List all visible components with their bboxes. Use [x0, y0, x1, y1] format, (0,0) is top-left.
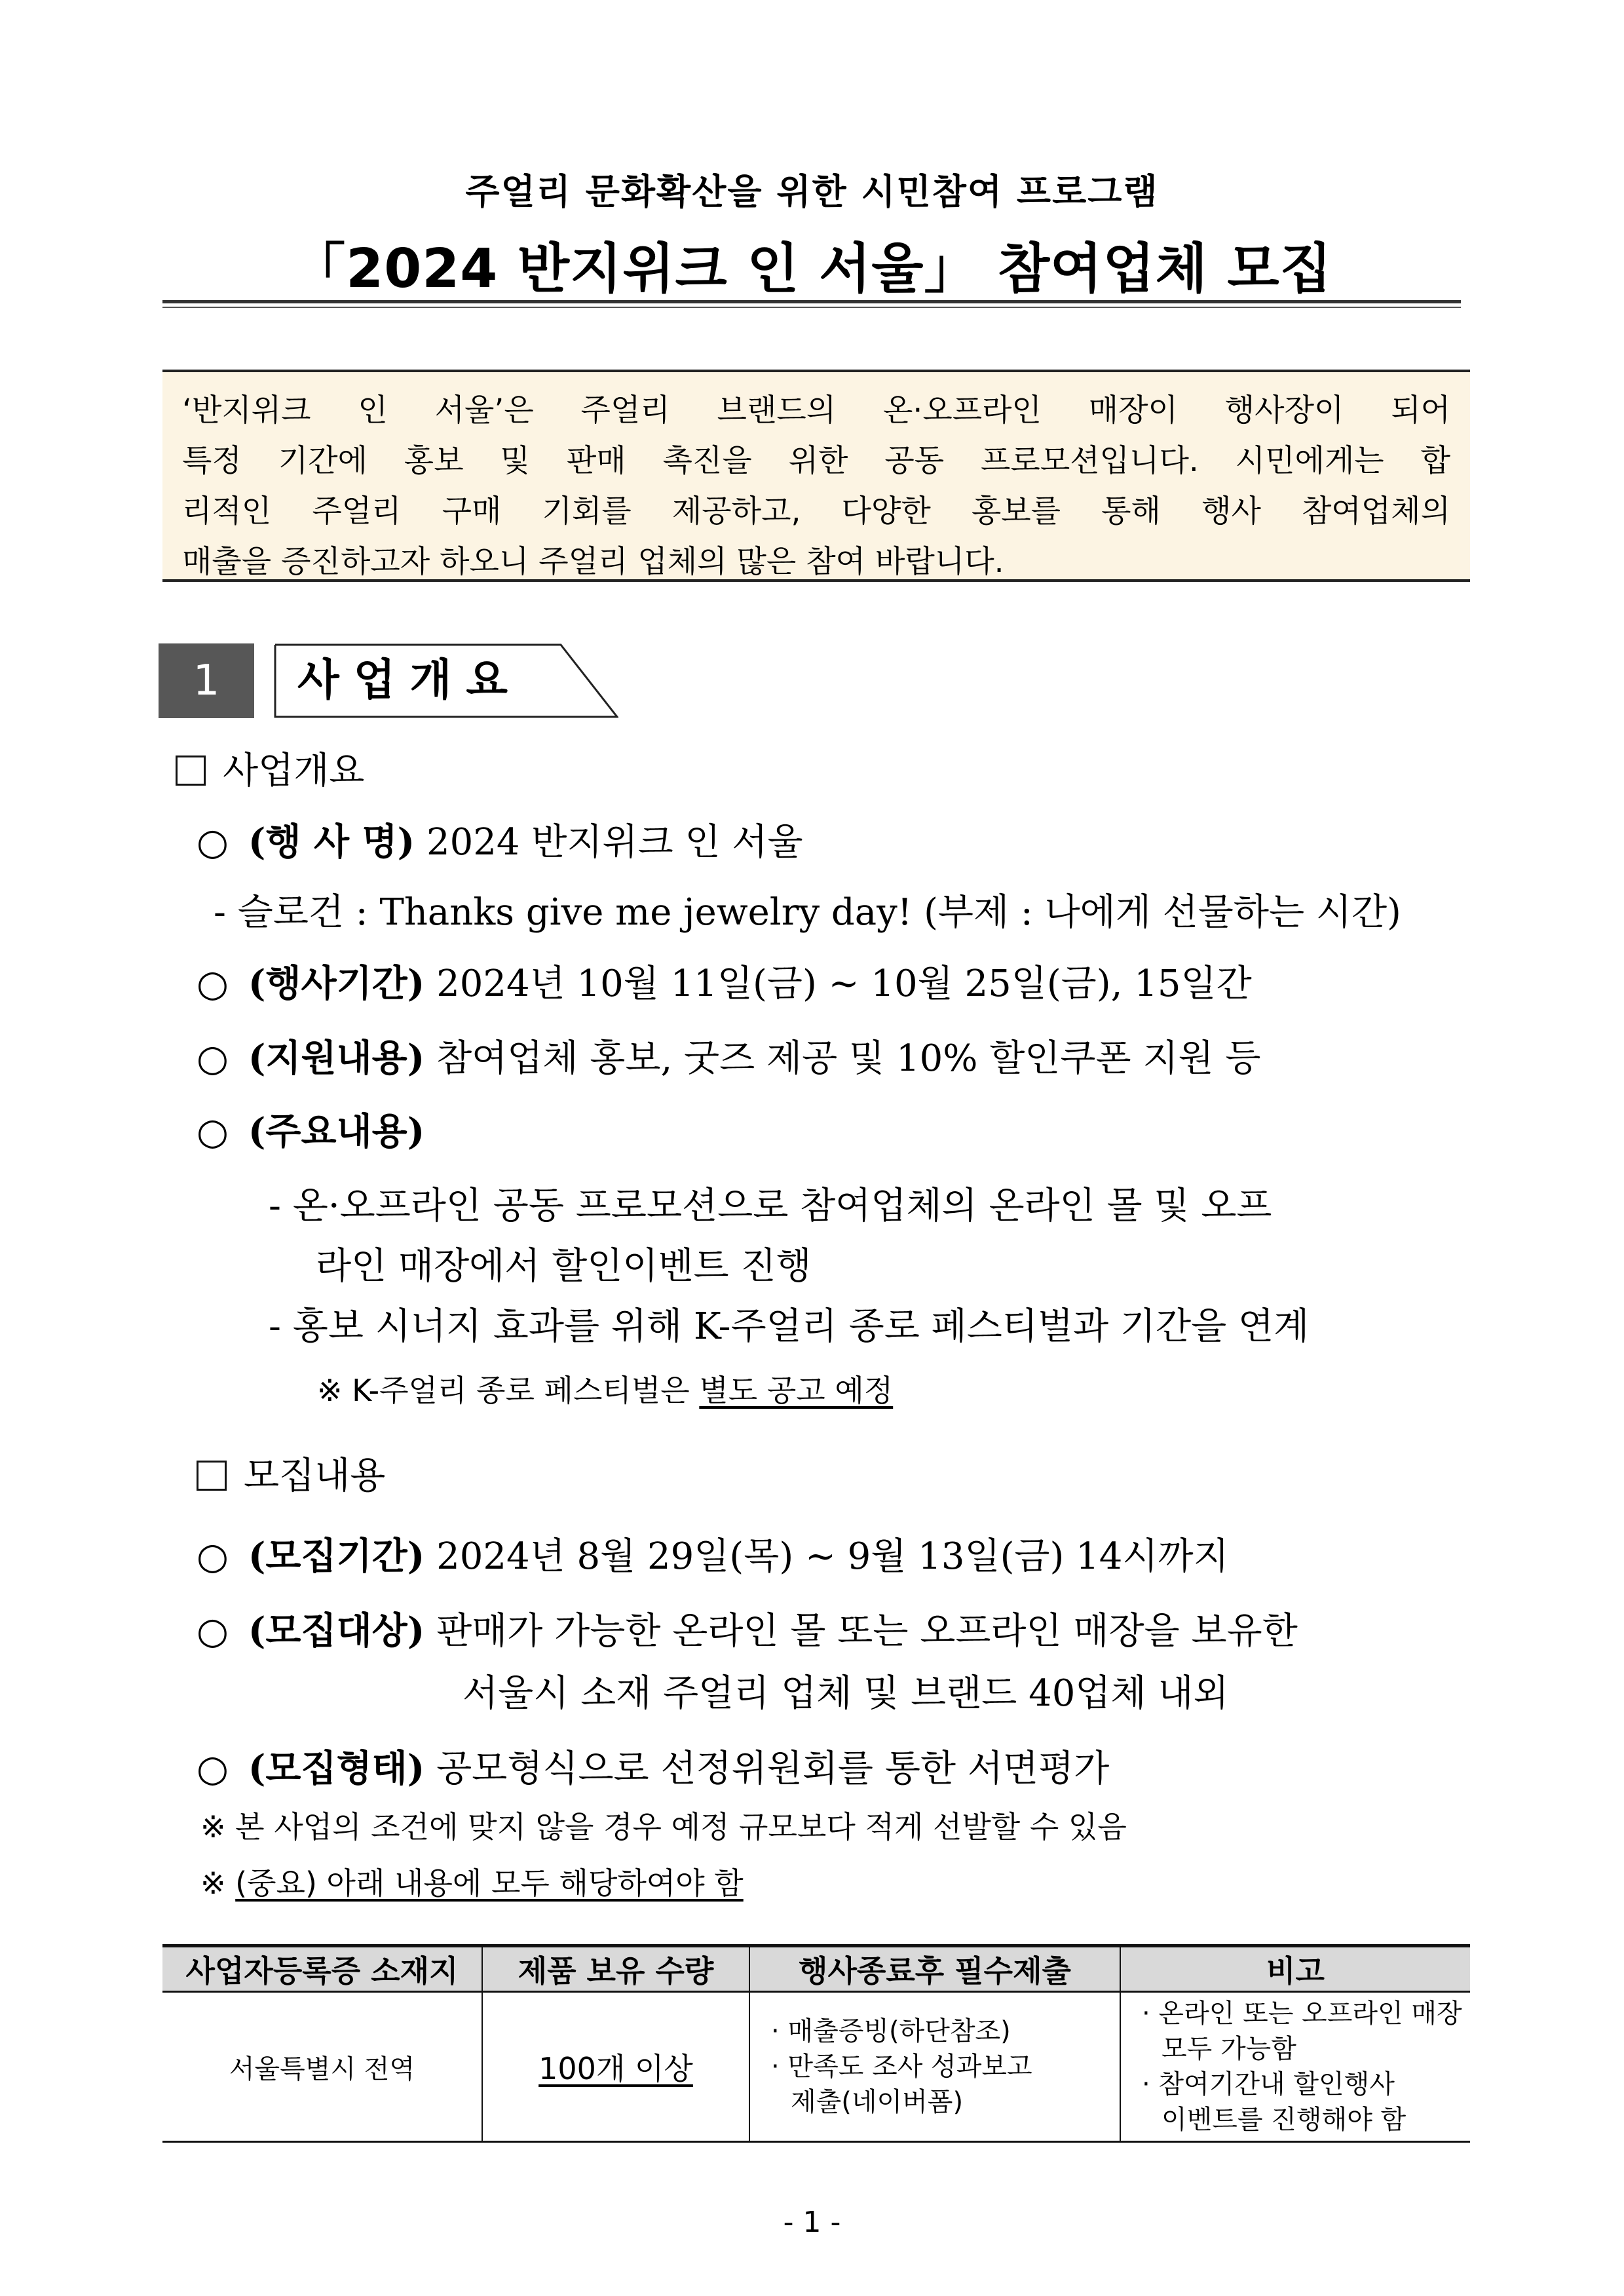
main-content-label: (주요내용): [248, 1110, 425, 1153]
festival-note-text: ※ K-주얼리 종로 페스티벌은: [317, 1373, 700, 1408]
event-name-item: [197, 819, 803, 866]
table-header-row: [162, 1946, 1470, 1992]
section-heading: [274, 643, 618, 718]
title-divider-thin: [162, 307, 1461, 308]
overview-heading: [176, 748, 364, 794]
event-name-label: (행 사 명): [248, 820, 415, 864]
remarks-item: · 참여기간내 할인행사: [1142, 2069, 1395, 2099]
table-header-cell: 제품 보유 수량: [482, 1946, 749, 1992]
support-value: 참여업체 홍보, 굿즈 제공 및 10% 할인쿠폰 지원 등: [436, 1037, 1261, 1080]
section-number: 1: [159, 643, 254, 718]
location-cell: 서울특별시 전역: [162, 1992, 482, 2142]
main-content-sub: - 홍보 시너지 효과를 위해 K-주얼리 종로 페스티벌과 기간을 연계: [269, 1305, 1310, 1348]
circle-bullet-icon: ○: [197, 1037, 229, 1080]
intro-line: 특정 기간에 홍보 및 판매 촉진을 위한 공동 프로모션입니다. 시민에게는 합: [182, 443, 1450, 479]
recruit-form-label: (모집형태): [248, 1747, 425, 1790]
checkbox-square-icon: [197, 1461, 227, 1491]
recruit-important-note-underlined: (중요) 아래 내용에 모두 해당하여야 함: [235, 1866, 744, 1901]
support-label: (지원내용): [248, 1037, 425, 1080]
circle-bullet-icon: ○: [197, 1111, 229, 1153]
table-row: [162, 1992, 1470, 2142]
recruit-important-note-prefix: ※: [200, 1866, 236, 1901]
quantity-value: 100개 이상: [538, 2051, 693, 2086]
title-divider: [162, 300, 1461, 303]
requirements-table: [162, 1944, 1470, 2143]
submit-item: 제출(네이버폼): [791, 2087, 964, 2117]
table-header-cell: 행사종료후 필수제출: [749, 1946, 1120, 1992]
festival-note-underlined: 별도 공고 예정: [699, 1373, 894, 1408]
submit-cell: [749, 1992, 1120, 2142]
submit-item: · 매출증빙(하단참조): [771, 2016, 1011, 2046]
submit-item: · 만족도 조사 성과보고: [771, 2052, 1032, 2082]
slogan-item: - 슬로건 : Thanks give me jewelry day! (부제 : 나에게 선물하는 시간): [214, 891, 1401, 934]
table-header-cell: 사업자등록증 소재지: [162, 1946, 482, 1992]
intro-line: 리적인 주얼리 구매 기회를 제공하고, 다양한 홍보를 통해 행사 참여업체의: [182, 493, 1450, 529]
intro-line: 매출을 증진하고자 하오니 주얼리 업체의 많은 참여 바랍니다.: [182, 544, 1004, 580]
intro-line: ‘반지위크 인 서울’은 주얼리 브랜드의 온·오프라인 매장이 행사장이 되어: [182, 392, 1450, 429]
remarks-item: · 온라인 또는 오프라인 매장: [1142, 1999, 1462, 2029]
intro-box: [162, 370, 1470, 582]
recruit-period-item: [197, 1533, 1229, 1580]
recruit-note: ※ 본 사업의 조건에 맞지 않을 경우 예정 규모보다 적게 선발할 수 있음: [200, 1809, 1127, 1845]
main-content-sub: - 온·오프라인 공동 프로모션으로 참여업체의 온라인 몰 및 오프: [269, 1185, 1272, 1227]
event-period-value: 2024년 10월 11일(금) ~ 10월 25일(금), 15일간: [436, 963, 1252, 1005]
circle-bullet-icon: ○: [197, 1610, 229, 1653]
remarks-cell: [1120, 1992, 1470, 2142]
overview-heading-text: 사업개요: [223, 750, 365, 792]
festival-note: [317, 1371, 893, 1410]
recruit-heading: [197, 1453, 385, 1499]
remarks-item: 모두 가능함: [1161, 2034, 1296, 2064]
table-header-cell: 비고: [1120, 1946, 1470, 1992]
recruit-period-label: (모집기간): [248, 1535, 425, 1578]
recruit-target-value-cont: 서울시 소재 주얼리 업체 및 브랜드 40업체 내외: [463, 1672, 1229, 1715]
recruit-form-value: 공모형식으로 선정위원회를 통한 서면평가: [436, 1748, 1110, 1790]
document-title: 「2024 반지위크 인 서울」 참여업체 모집: [292, 238, 1332, 300]
support-item: [197, 1035, 1260, 1082]
quantity-cell: [482, 1992, 749, 2142]
checkbox-square-icon: [176, 756, 206, 786]
section-title: 사업개요: [297, 655, 523, 705]
recruit-target-item: [197, 1608, 1298, 1655]
recruit-form-item: [197, 1746, 1109, 1792]
event-period-item: [197, 961, 1252, 1007]
circle-bullet-icon: ○: [197, 1748, 229, 1790]
circle-bullet-icon: ○: [197, 821, 229, 864]
circle-bullet-icon: ○: [197, 1535, 229, 1578]
recruit-target-label: (모집대상): [248, 1609, 425, 1653]
event-name-value: 2024 반지위크 인 서울: [426, 821, 803, 864]
recruit-heading-text: 모집내용: [244, 1455, 386, 1497]
document-subtitle: 주얼리 문화확산을 위한 시민참여 프로그램: [465, 171, 1159, 212]
main-content-sub-cont: 라인 매장에서 할인이벤트 진행: [316, 1245, 812, 1288]
event-period-label: (행사기간): [248, 962, 425, 1005]
recruit-important-note: [200, 1864, 744, 1903]
main-content-item: [197, 1109, 425, 1155]
recruit-target-value: 판매가 가능한 온라인 몰 또는 오프라인 매장을 보유한: [436, 1610, 1298, 1653]
remarks-item: 이벤트를 진행해야 함: [1161, 2105, 1407, 2135]
circle-bullet-icon: ○: [197, 963, 229, 1005]
recruit-period-value: 2024년 8월 29일(목) ~ 9월 13일(금) 14시까지: [436, 1535, 1229, 1578]
page-number: - 1 -: [783, 2206, 841, 2239]
